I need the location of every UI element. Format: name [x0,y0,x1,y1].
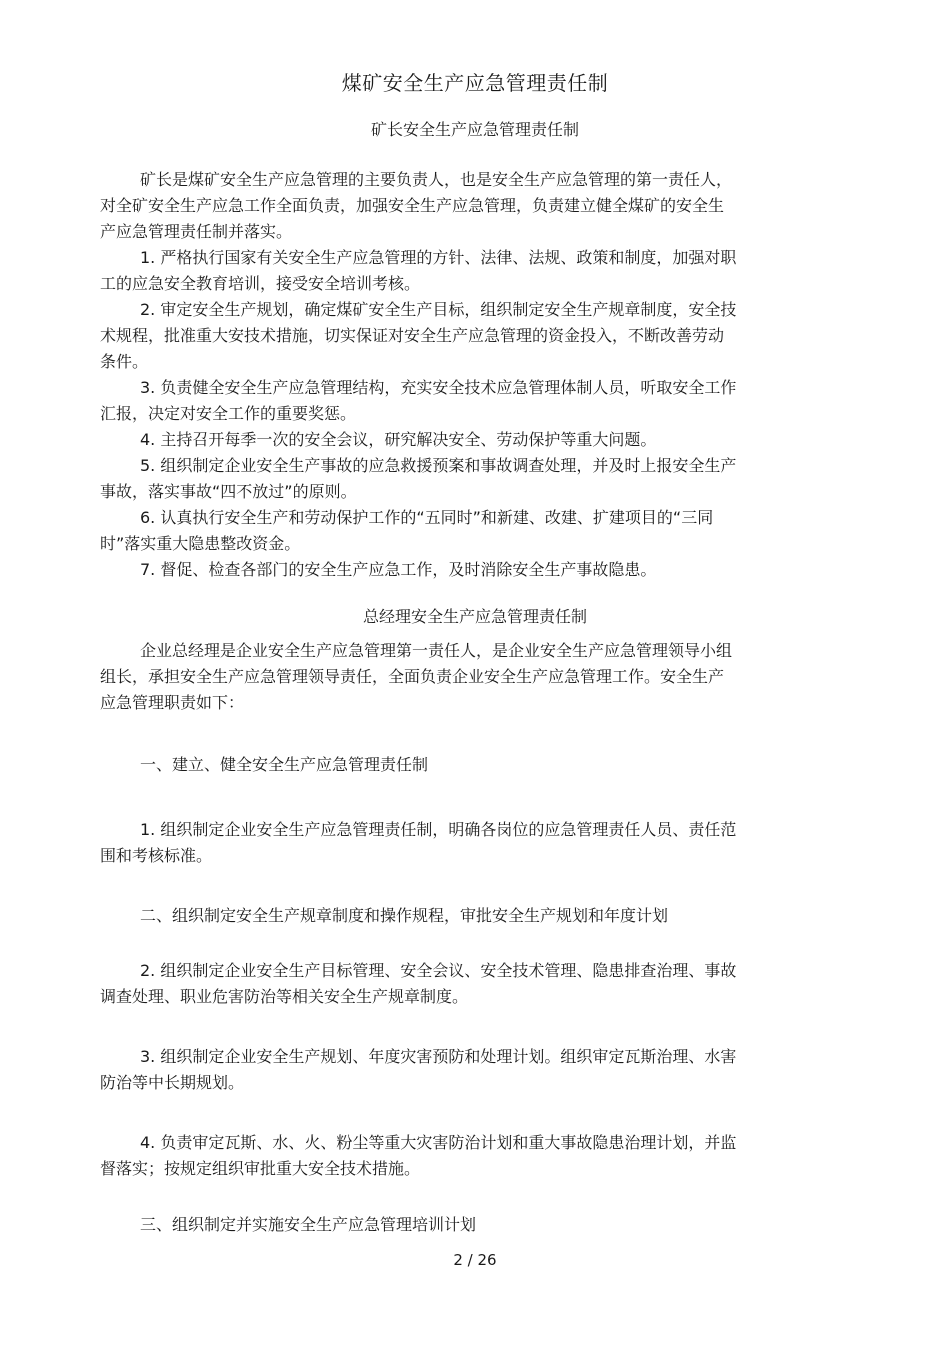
paragraph-line: 3. 负责健全安全生产应急管理结构，充实安全技术应急管理体制人员，听取安全工作 [140,378,737,397]
paragraph-line: 3. 组织制定企业安全生产规划、年度灾害预防和处理计划。组织审定瓦斯治理、水害 [140,1047,737,1066]
paragraph-line: 对全矿安全生产应急工作全面负责，加强安全生产应急管理，负责建立健全煤矿的安全生 [100,196,725,215]
paragraph-line: 时”落实重大隐患整改资金。 [100,534,301,553]
paragraph-line: 工的应急安全教育培训，接受安全培训考核。 [100,274,421,293]
paragraph-line: 防治等中长期规划。 [100,1073,245,1092]
paragraph-line: 产应急管理责任制并落实。 [100,222,293,241]
paragraph-line: 6. 认真执行安全生产和劳动保护工作的“五同时”和新建、改建、扩建项目的“三同 [140,508,714,527]
paragraph-line: 4. 负责审定瓦斯、水、火、粉尘等重大灾害防治计划和重大事故隐患治理计划，并监 [140,1133,737,1152]
paragraph-line: 矿长是煤矿安全生产应急管理的主要负责人，也是安全生产应急管理的第一责任人， [140,170,733,189]
paragraph-line: 5. 组织制定企业安全生产事故的应急救援预案和事故调查处理，并及时上报安全生产 [140,456,737,475]
paragraph-line: 1. 组织制定企业安全生产应急管理责任制，明确各岗位的应急管理责任人员、责任范 [140,820,737,839]
paragraph-line: 汇报，决定对安全工作的重要奖惩。 [100,404,357,423]
paragraph-line: 事故，落实事故“四不放过”的原则。 [100,482,357,501]
subsection-heading: 二、组织制定安全生产规章制度和操作规程，审批安全生产规划和年度计划 [140,906,669,925]
section-heading-mine-director: 矿长安全生产应急管理责任制 [370,120,579,139]
paragraph-line: 2. 审定安全生产规划，确定煤矿安全生产目标，组织制定安全生产规章制度，安全技 [140,300,737,319]
paragraph-line: 2. 组织制定企业安全生产目标管理、安全会议、安全技术管理、隐患排查治理、事故 [140,961,737,980]
section-heading-general-manager: 总经理安全生产应急管理责任制 [362,607,587,626]
paragraph-line: 组长，承担安全生产应急管理领导责任，全面负责企业安全生产应急管理工作。安全生产 [100,667,725,686]
paragraph-line: 4. 主持召开每季一次的安全会议，研究解决安全、劳动保护等重大问题。 [140,430,657,449]
paragraph-line: 围和考核标准。 [100,846,213,865]
page-number: 2 / 26 [453,1251,497,1269]
paragraph-line: 企业总经理是企业安全生产应急管理第一责任人，是企业安全生产应急管理领导小组 [140,641,733,660]
subsection-heading: 三、组织制定并实施安全生产应急管理培训计划 [140,1215,477,1234]
paragraph-line: 督落实；按规定组织审批重大安全技术措施。 [100,1159,421,1178]
paragraph-line: 调查处理、职业危害防治等相关安全生产规章制度。 [100,987,469,1006]
paragraph-line: 1. 严格执行国家有关安全生产应急管理的方针、法律、法规、政策和制度，加强对职 [140,248,737,267]
paragraph-line: 条件。 [100,352,149,371]
paragraph-line: 应急管理职责如下： [100,693,245,712]
paragraph-line: 术规程，批准重大安技术措施，切实保证对安全生产应急管理的资金投入，不断改善劳动 [100,326,725,345]
subsection-heading: 一、建立、健全安全生产应急管理责任制 [140,755,429,774]
document-title: 煤矿安全生产应急管理责任制 [341,71,609,95]
paragraph-line: 7. 督促、检查各部门的安全生产应急工作，及时消除安全生产事故隐患。 [140,560,657,579]
